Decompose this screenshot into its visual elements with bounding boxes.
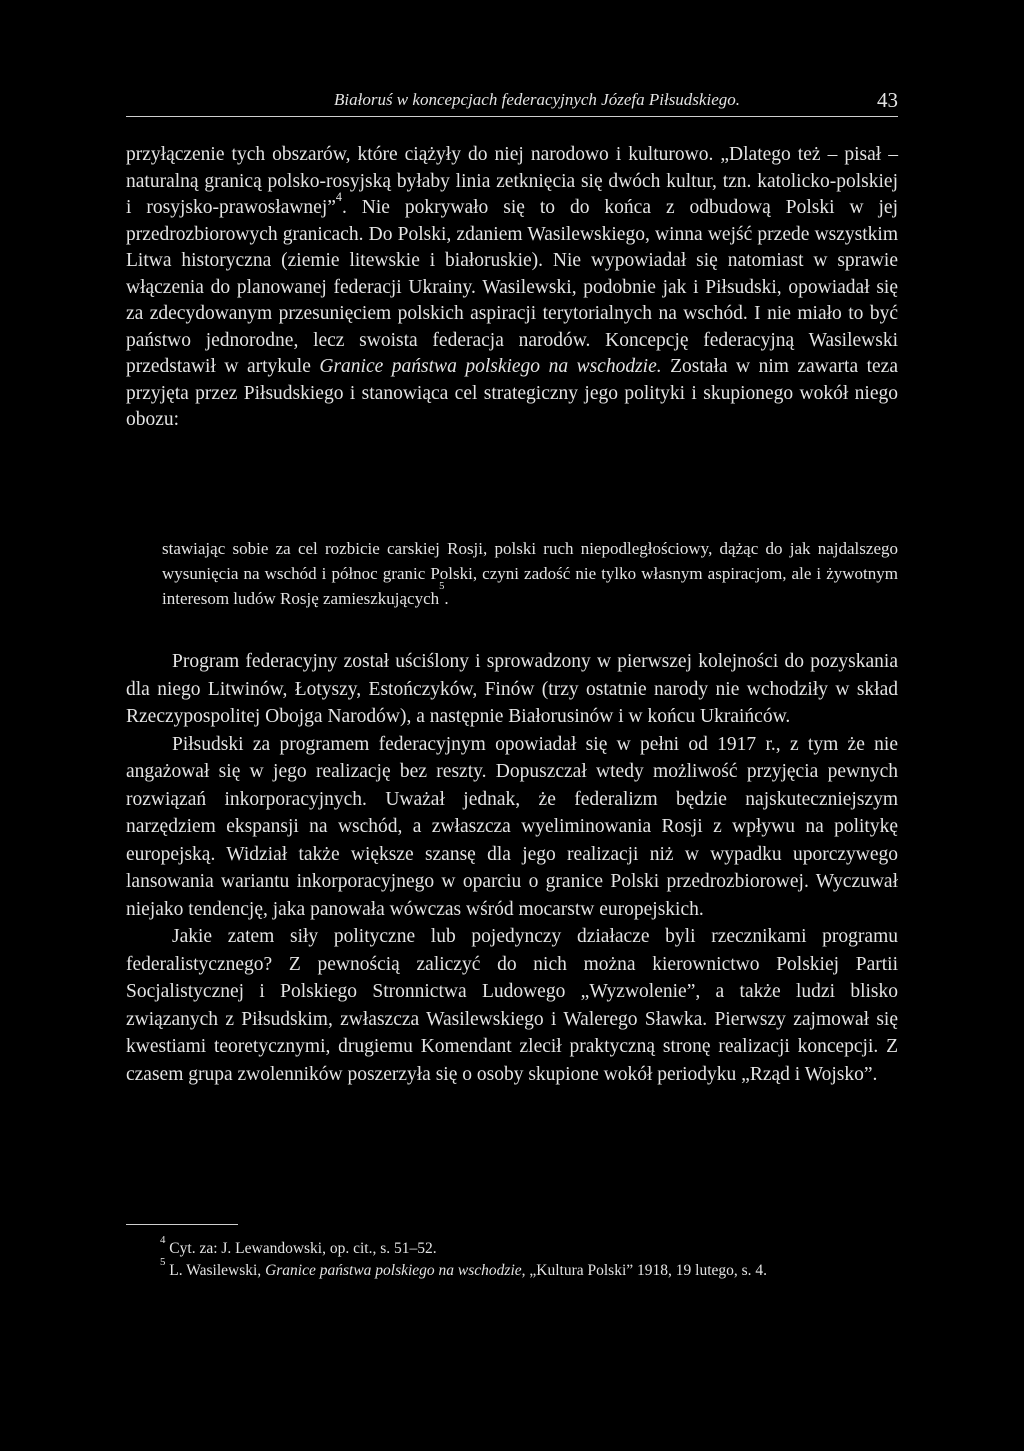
body-paragraph-1 bbox=[126, 142, 898, 434]
block-quote-text: stawiając sobie za cel rozbicie carskiej Rosji, polski ruch niepodległościowy, dążąc do jak najdalszego wysunięcia na wschód i północ granic Polski, czyni zadość nie tylko własnym aspiracjom, ale i żywotnym interesom ludów Rosję zamieszkujących bbox=[162, 539, 898, 608]
body-text-segment: Została w nim zawarta teza przyjęta przez Piłsudskiego i stanowiąca cel strategiczny jego polityki i skupionego wokół niego obozu: bbox=[126, 356, 898, 430]
footnote-5-italic-title: Granice państwa polskiego na wschodzie bbox=[265, 1261, 522, 1279]
body-section-2 bbox=[126, 648, 898, 1088]
footnote-4-number: 4 bbox=[160, 1234, 166, 1246]
footnote-ref-5: 5 bbox=[439, 581, 445, 592]
body-paragraph-4: Jakie zatem siły polityczne lub pojedynczy działacze byli rzecznikami programu federalistycznego? Z pewnością zaliczyć do nich można kierownictwo Polskiej Partii Socjalistycznej i Polskiego Stronnictwa Ludowego „Wyzwolenie”, a także ludzi blisko związanych z Piłsudskim, zwłaszcza Wasilewskiego i Walerego Sławka. Pierwszy zajmował się kwestiami teoretycznymi, drugiemu Komendant zlecił praktyczną stronę realizacji koncepcji. Z czasem grupa zwolenników poszerzyła się o osoby skupione wokół periodyku „Rząd i Wojsko”. bbox=[126, 926, 898, 1085]
footnote-5-text: L. Wasilewski, bbox=[169, 1261, 266, 1279]
page-number: 43 bbox=[877, 88, 898, 112]
article-title-italic: Granice państwa polskiego na wschodzie. bbox=[319, 356, 662, 377]
footnote-4-text: Cyt. za: J. Lewandowski, op. cit., s. 51–52. bbox=[169, 1240, 437, 1257]
block-quote-end: . bbox=[444, 589, 449, 608]
footnote-5 bbox=[126, 1255, 898, 1282]
footnote-5-text-end: , „Kultura Polski” 1918, 19 lutego, s. 4. bbox=[521, 1261, 768, 1279]
body-text-segment: przyłączenie tych obszarów, które ciążyły do niej narodowo i kulturowo. „Dlatego też – pisał – naturalną granicą polsko-rosyjską byłaby linia zetknięcia się dwóch kultur, tzn. katolicko-polskiej i rosyjsko-prawosławnej” bbox=[126, 144, 898, 218]
block-quote bbox=[162, 536, 898, 611]
running-header-title: Białoruś w koncepcjach federacyjnych Józefa Piłsudskiego. bbox=[334, 90, 740, 109]
body-paragraph-3: Piłsudski za programem federacyjnym opowiadał się w pełni od 1917 r., z tym że nie angażował się w jego realizację bez reszty. Dopuszczał wtedy możliwość przyjęcia pewnych rozwiązań inkorporacyjnych. Uważał jednak, że federalizm będzie najskuteczniejszym narzędziem ekspansji na wschód, a zwłaszcza wyeliminowania Rosji z wpływu na politykę europejską. Widział także większe szansę dla jego realizacji niż w wypadku uporczywego lansowania wariantu inkorporacyjnego w oparciu o granice Polski przedrozbiorowej. Wyczuwał niejako tendencję, jaka panowała wówczas wśród mocarstw europejskich. bbox=[126, 733, 898, 920]
footnote-5-number: 5 bbox=[160, 1255, 166, 1268]
running-header bbox=[126, 86, 898, 117]
footnote-4 bbox=[126, 1234, 898, 1260]
body-text-segment: . Nie pokrywało się to do końca z odbudową Polski w jej przedrozbiorowych granicach. Do Polski, zdaniem Wasilewskiego, winna wejść przede wszystkim Litwa historyczna (ziemie litewskie i białoruskie). Nie wypowiadał się natomiast w sprawie włączenia do planowanej federacji Ukrainy. Wasilewski, podobnie jak i Piłsudski, opowiadał się za zdecydowanym przesunięciem polskich aspiracji terytorialnych na wschód. I nie miało to być państwo jednorodne, lecz swoista federacja narodów. Koncepcję federacyjną Wasilewski przedstawił w artykule bbox=[126, 197, 898, 377]
footnote-separator bbox=[126, 1224, 238, 1225]
footnote-ref-4: 4 bbox=[335, 190, 342, 204]
footnotes bbox=[126, 1234, 898, 1281]
body-paragraph-2: Program federacyjny został uściślony i sprowadzony w pierwszej kolejności do pozyskania dla niego Litwinów, Łotyszy, Estończyków, Finów (trzy ostatnie narody nie wchodziły w skład Rzeczypospolitej Obojga Narodów), a następnie Białorusinów i w końcu Ukraińców. bbox=[126, 651, 898, 727]
